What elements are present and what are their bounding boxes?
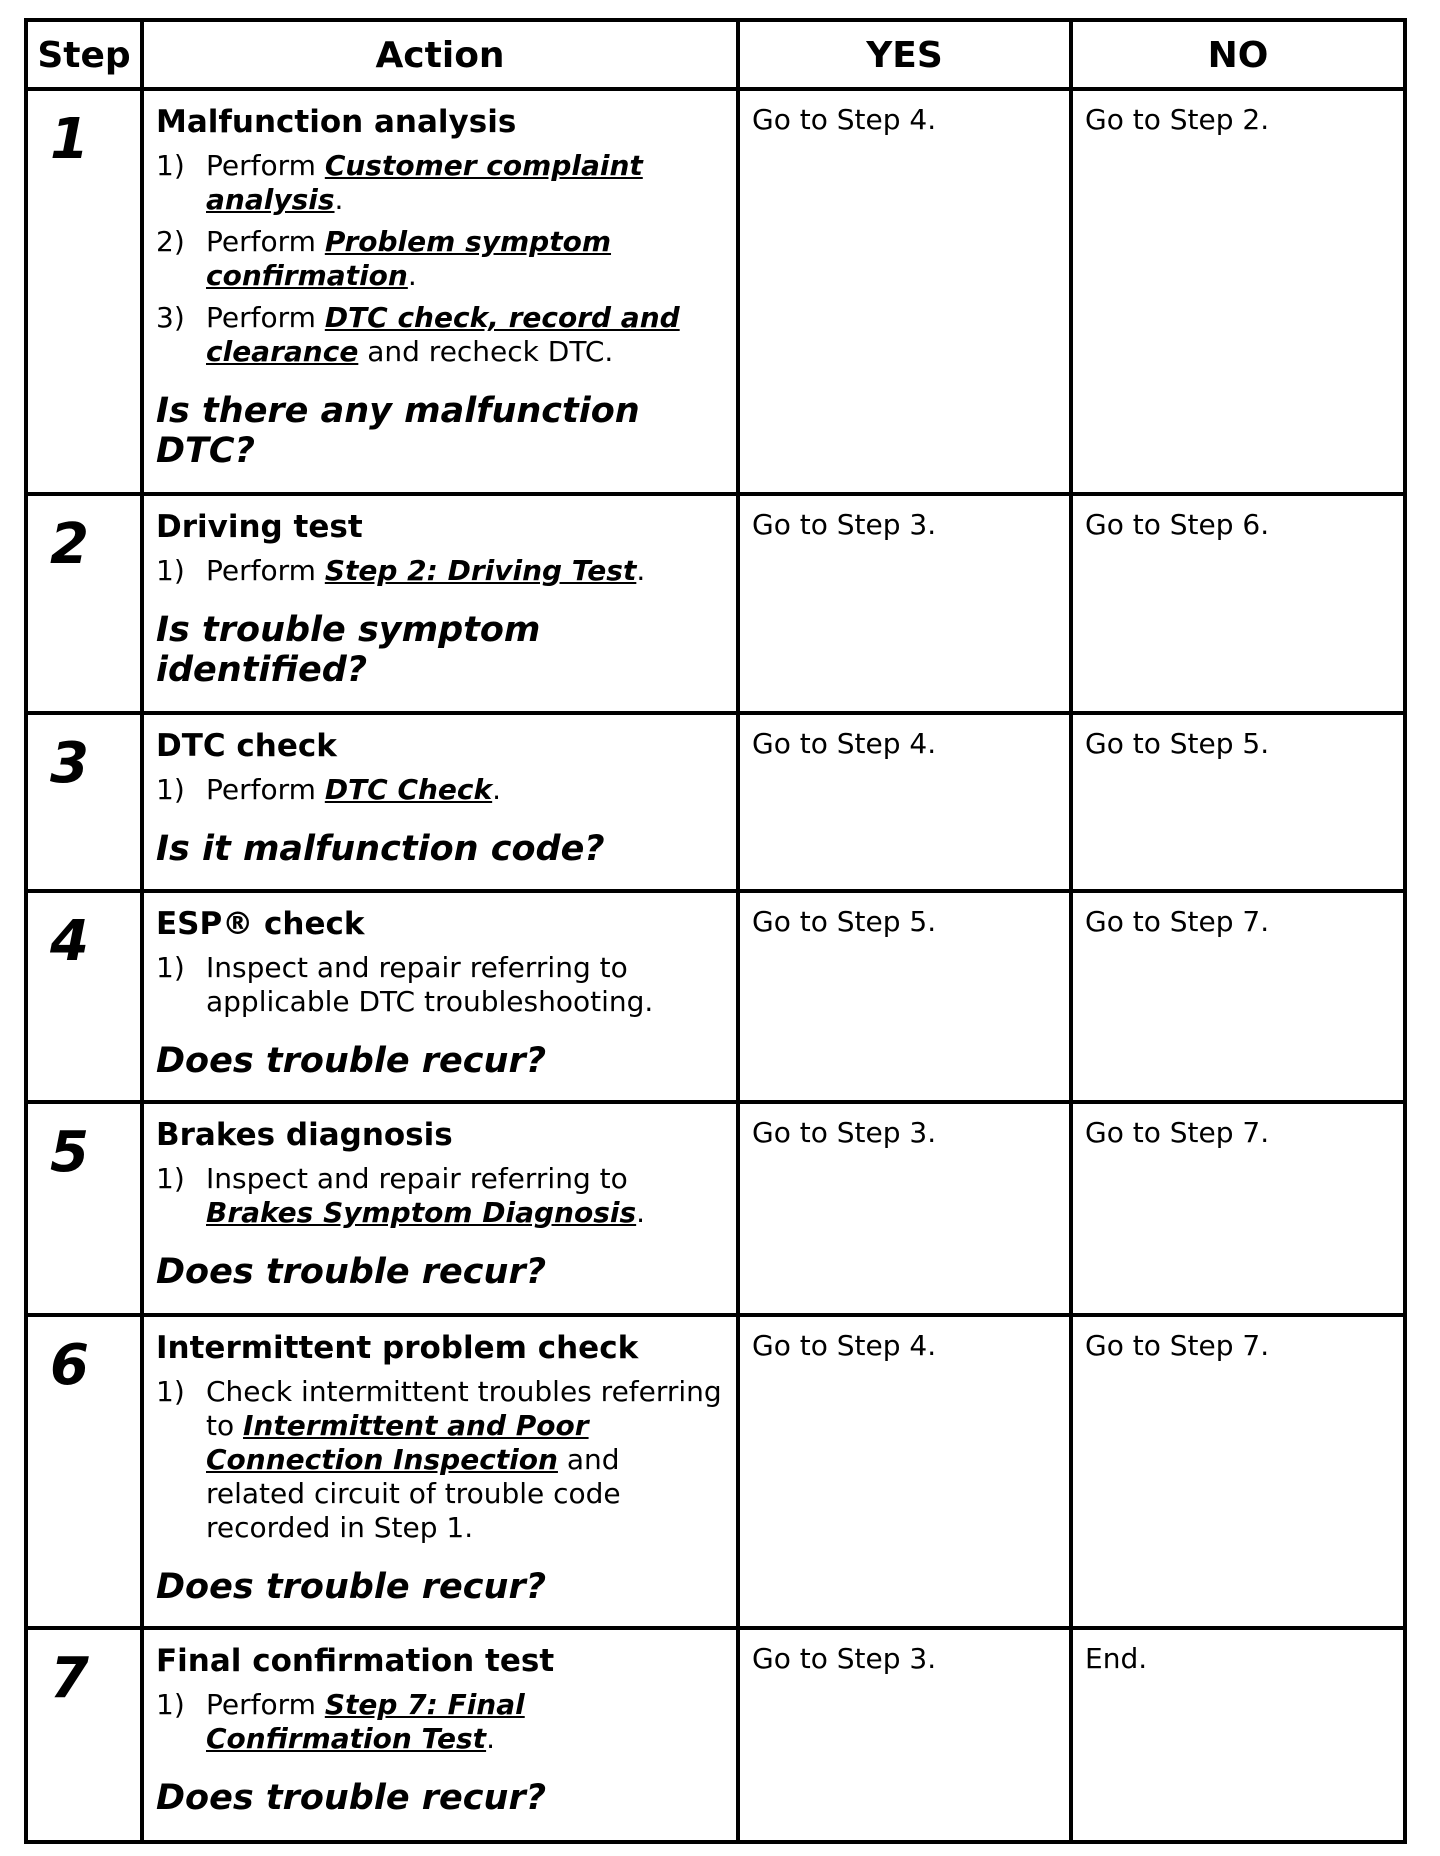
item-number: 1) — [156, 773, 185, 806]
list-item — [156, 773, 726, 807]
column-divider — [1069, 18, 1073, 1844]
item-text — [206, 554, 726, 588]
action-cell — [156, 1329, 726, 1607]
item-suffix: . — [407, 259, 417, 292]
step-title: ESP® check — [156, 906, 365, 942]
step-title: Malfunction analysis — [156, 104, 517, 140]
yes-result: Go to Step 5. — [752, 905, 937, 938]
step-question: Does trouble recur? — [156, 1041, 547, 1081]
item-prefix: Inspect and repair referring to — [206, 1162, 628, 1195]
item-number: 1) — [156, 554, 185, 587]
yes-result: Go to Step 4. — [752, 727, 937, 760]
list-item — [156, 225, 726, 293]
step-title: Brakes diagnosis — [156, 1117, 453, 1153]
item-number: 2) — [156, 225, 185, 258]
item-number: 1) — [156, 1688, 185, 1721]
procedure-link[interactable]: Intermittent and Poor Connection Inspection — [206, 1409, 589, 1476]
list-item — [156, 554, 726, 588]
list-item — [156, 1375, 726, 1545]
action-cell — [156, 905, 726, 1081]
header-step: Step — [37, 34, 131, 76]
item-number: 1) — [156, 1162, 185, 1195]
step-number: 7 — [50, 1646, 89, 1711]
list-item — [156, 149, 726, 217]
procedure-link[interactable]: Problem symptom confirmation — [206, 225, 612, 292]
column-divider — [736, 18, 740, 1844]
item-suffix: and recheck DTC. — [358, 335, 614, 368]
yes-result: Go to Step 4. — [752, 103, 937, 136]
list-item — [156, 1162, 726, 1230]
step-number: 1 — [50, 107, 89, 172]
step-number: 4 — [50, 909, 89, 974]
no-result: End. — [1085, 1642, 1148, 1675]
step-question: Does trouble recur? — [156, 1567, 547, 1607]
column-divider — [140, 18, 144, 1844]
item-text — [206, 1375, 726, 1545]
item-prefix: Perform — [206, 301, 325, 334]
item-suffix: and related circuit of trouble code recorded in Step 1. — [206, 1443, 621, 1544]
item-text — [206, 773, 726, 807]
step-title: Final confirmation test — [156, 1643, 555, 1679]
step-question: Is there any malfunction DTC? — [156, 391, 640, 471]
item-prefix: Perform — [206, 554, 325, 587]
row-divider — [24, 1626, 1407, 1630]
step-number: 6 — [50, 1333, 89, 1398]
yes-result: Go to Step 4. — [752, 1329, 937, 1362]
row-divider — [24, 711, 1407, 715]
item-text — [206, 149, 726, 217]
action-cell — [156, 1116, 726, 1292]
step-number: 5 — [50, 1120, 89, 1185]
action-cell — [156, 1642, 726, 1818]
item-prefix: Perform — [206, 1688, 325, 1721]
action-cell — [156, 103, 726, 471]
procedure-link[interactable]: Step 2: Driving Test — [324, 554, 637, 587]
item-text — [206, 951, 726, 1019]
step-question: Does trouble recur? — [156, 1778, 547, 1818]
item-suffix: . — [492, 773, 502, 806]
item-text — [206, 1162, 726, 1230]
list-item — [156, 1688, 726, 1756]
item-prefix: Inspect and repair referring to applicable DTC troubleshooting. — [206, 951, 654, 1018]
item-prefix: Perform — [206, 225, 325, 258]
yes-result: Go to Step 3. — [752, 508, 937, 541]
header-yes: YES — [866, 34, 943, 76]
no-result: Go to Step 6. — [1085, 508, 1270, 541]
header-action: Action — [375, 34, 505, 76]
item-number: 1) — [156, 951, 185, 984]
no-result: Go to Step 2. — [1085, 103, 1270, 136]
procedure-link[interactable]: Brakes Symptom Diagnosis — [206, 1196, 637, 1229]
step-number: 2 — [50, 512, 89, 577]
item-text — [206, 301, 726, 369]
item-text — [206, 225, 726, 293]
step-question: Is it malfunction code? — [156, 829, 605, 869]
step-title: Driving test — [156, 509, 363, 545]
item-suffix: . — [636, 1196, 646, 1229]
item-prefix: Perform — [206, 773, 325, 806]
procedure-link[interactable]: Customer complaint analysis — [206, 149, 643, 216]
procedure-link[interactable]: DTC Check — [324, 773, 493, 806]
item-suffix: . — [486, 1722, 495, 1755]
action-cell — [156, 727, 726, 869]
row-divider — [24, 1100, 1407, 1104]
item-prefix: Check intermittent troubles referring to — [206, 1375, 722, 1442]
no-result: Go to Step 7. — [1085, 905, 1270, 938]
list-item — [156, 301, 726, 369]
item-number: 1) — [156, 149, 185, 182]
no-result: Go to Step 7. — [1085, 1116, 1270, 1149]
item-prefix: Perform — [206, 149, 325, 182]
item-number: 3) — [156, 301, 185, 334]
item-suffix: . — [334, 183, 344, 216]
step-question: Is trouble symptom identified? — [156, 610, 541, 690]
header-no: NO — [1207, 34, 1269, 76]
step-question: Does trouble recur? — [156, 1252, 547, 1292]
procedure-link[interactable]: DTC check, record and clearance — [206, 301, 680, 368]
list-item — [156, 951, 726, 1019]
item-number: 1) — [156, 1375, 185, 1408]
no-result: Go to Step 5. — [1085, 727, 1270, 760]
procedure-link[interactable]: Step 7: Final Confirmation Test — [206, 1688, 525, 1755]
step-title: Intermittent problem check — [156, 1330, 639, 1366]
yes-result: Go to Step 3. — [752, 1642, 937, 1675]
row-divider — [24, 492, 1407, 496]
action-cell — [156, 508, 726, 690]
step-number: 3 — [50, 731, 89, 796]
row-divider — [24, 889, 1407, 893]
item-text — [206, 1688, 726, 1756]
item-suffix: . — [636, 554, 646, 587]
no-result: Go to Step 7. — [1085, 1329, 1270, 1362]
row-divider — [24, 1313, 1407, 1317]
step-title: DTC check — [156, 728, 337, 764]
yes-result: Go to Step 3. — [752, 1116, 937, 1149]
